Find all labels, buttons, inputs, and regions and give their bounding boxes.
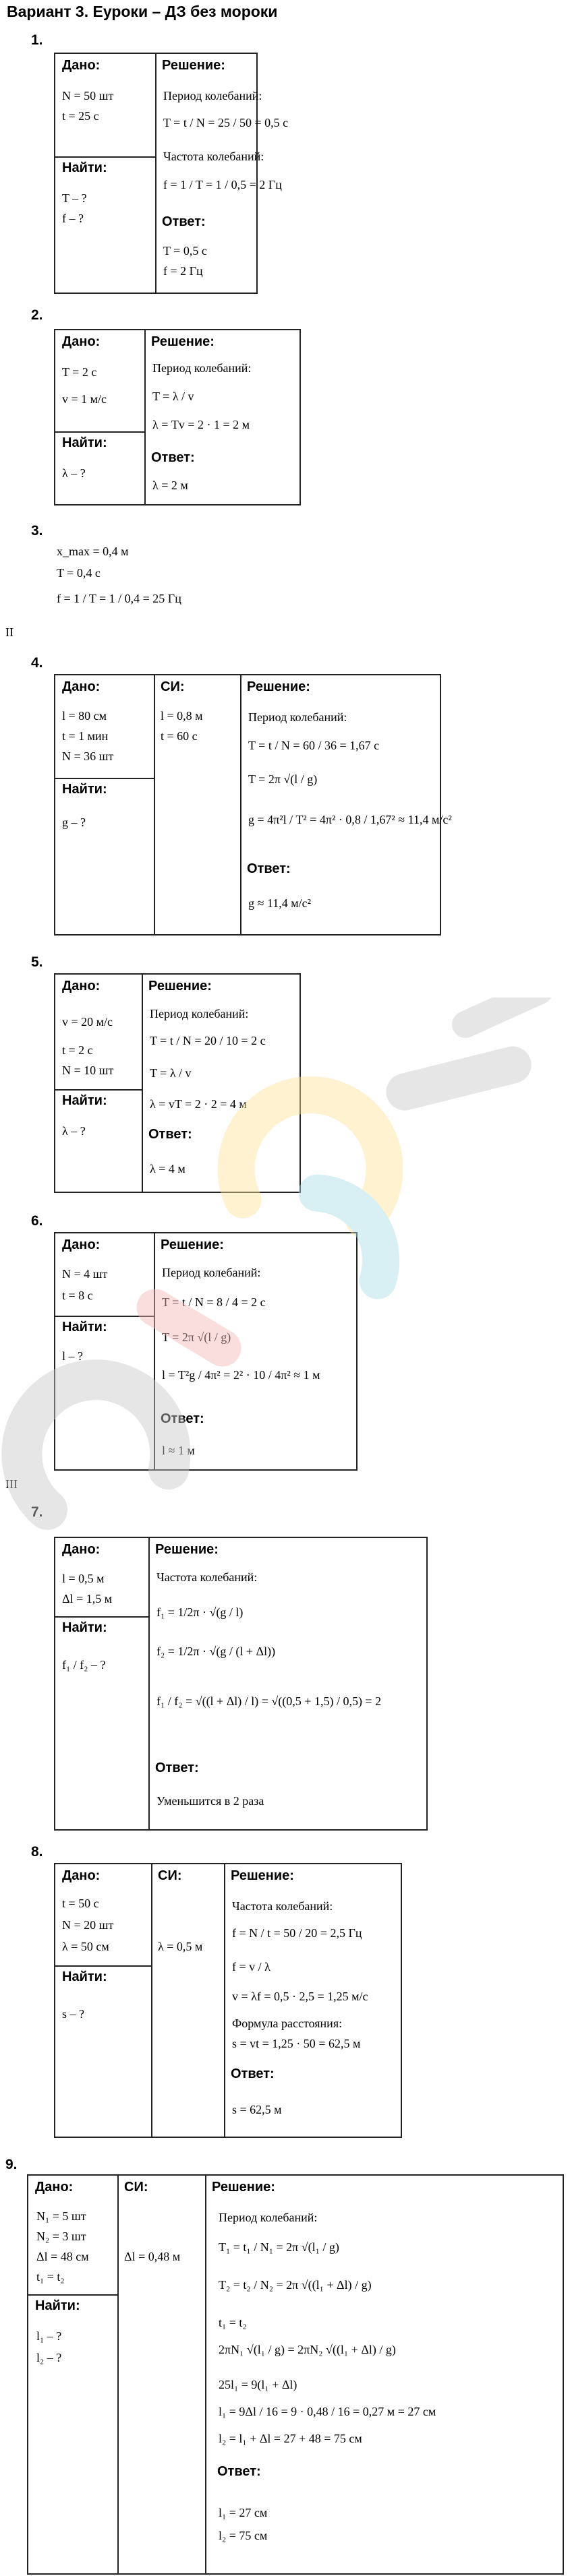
problem-4-table bbox=[54, 674, 452, 936]
find-heading: Найти: bbox=[62, 1620, 107, 1635]
problem-8-number: 8. bbox=[31, 1844, 43, 1860]
solution-heading: Решение: bbox=[161, 1237, 224, 1252]
solution-heading: Решение: bbox=[151, 334, 215, 349]
problem-5-number: 5. bbox=[31, 954, 43, 970]
unknown-value: λ – ? bbox=[62, 466, 86, 480]
solution-line: T = t / N = 8 / 4 = 2 с bbox=[162, 1295, 266, 1309]
solution-line: f₁ = 1/2π · √(g / l) bbox=[156, 1605, 244, 1619]
answer-heading: Ответ: bbox=[247, 861, 291, 876]
problem-5-table bbox=[54, 973, 301, 1193]
solution-heading: Решение: bbox=[231, 1868, 294, 1883]
problem-7-table bbox=[54, 1537, 428, 1831]
solution-line: Формула расстояния: bbox=[232, 2017, 343, 2030]
answer-line: s = 62,5 м bbox=[232, 2103, 282, 2116]
solution-line: T = 2π √(l / g) bbox=[162, 1330, 231, 1344]
solution-line: T = t / N = 20 / 10 = 2 с bbox=[150, 1034, 266, 1047]
solution-line: Частота колебаний: bbox=[163, 150, 264, 163]
problem-1-number: 1. bbox=[31, 32, 43, 48]
dano-heading: Дано: bbox=[62, 334, 101, 349]
find-heading: Найти: bbox=[62, 160, 107, 175]
answer-heading: Ответ: bbox=[217, 2464, 261, 2479]
dano-heading: Дано: bbox=[62, 679, 101, 694]
solution-line: T = λ / v bbox=[150, 1066, 192, 1080]
given-value: λ = 50 см bbox=[62, 1940, 109, 1953]
solution-heading: Решение: bbox=[247, 679, 310, 694]
solution-line: s = vt = 1,25 · 50 = 62,5 м bbox=[232, 2037, 361, 2050]
answer-line: g ≈ 11,4 м/с² bbox=[248, 896, 311, 910]
problem-3-line: T = 0,4 с bbox=[57, 566, 101, 580]
solution-line: 25l₁ = 9(l₁ + Δl) bbox=[219, 2378, 297, 2391]
unknown-value: l₂ – ? bbox=[36, 2351, 62, 2364]
si-value: t = 60 с bbox=[161, 729, 198, 743]
unknown-value: l₁ – ? bbox=[36, 2329, 62, 2343]
answer-line: Уменьшится в 2 раза bbox=[156, 1794, 264, 1808]
answer-heading: Ответ: bbox=[161, 1411, 204, 1426]
solution-line: l₂ = l₁ + Δl = 27 + 48 = 75 см bbox=[219, 2432, 362, 2445]
solution-line: T = t / N = 25 / 50 = 0,5 с bbox=[163, 116, 289, 129]
problem-9-table bbox=[27, 2174, 564, 2575]
si-value: l = 0,8 м bbox=[161, 709, 203, 723]
find-heading: Найти: bbox=[62, 1320, 107, 1335]
solution-line: l = T²g / 4π² = 2² · 10 / 4π² ≈ 1 м bbox=[162, 1368, 320, 1382]
solution-line: f = v / λ bbox=[232, 1960, 270, 1973]
solution-heading: Решение: bbox=[155, 1542, 219, 1557]
solution-heading: Решение: bbox=[148, 979, 212, 993]
solution-heading: Решение: bbox=[162, 58, 225, 73]
given-value: Δl = 48 см bbox=[36, 2250, 89, 2263]
given-value: N = 20 шт bbox=[62, 1918, 114, 1932]
dano-heading: Дано: bbox=[62, 1542, 101, 1557]
solution-line: λ = vT = 2 · 2 = 4 м bbox=[150, 1097, 247, 1111]
solution-line: f = N / t = 50 / 20 = 2,5 Гц bbox=[232, 1926, 362, 1940]
problem-6-number: 6. bbox=[31, 1213, 43, 1229]
given-value: N = 10 шт bbox=[62, 1064, 114, 1077]
problem-1-table bbox=[54, 53, 289, 294]
problem-7-number: 7. bbox=[31, 1504, 43, 1520]
problem-3-number: 3. bbox=[31, 523, 43, 539]
given-value: N = 4 шт bbox=[62, 1267, 108, 1281]
dano-heading: Дано: bbox=[62, 1237, 101, 1252]
page-title: Вариант 3. Еуроки – ДЗ без мороки bbox=[7, 3, 278, 20]
dano-heading: Дано: bbox=[62, 58, 101, 73]
problem-9-number: 9. bbox=[5, 2157, 18, 2172]
solution-line: T₂ = t₂ / N₂ = 2π √((l₁ + Δl) / g) bbox=[219, 2278, 372, 2292]
problem-3-line: f = 1 / T = 1 / 0,4 = 25 Гц bbox=[57, 592, 181, 605]
given-value: t = 8 с bbox=[62, 1289, 93, 1302]
solution-line: T = λ / v bbox=[152, 390, 194, 403]
problem-4-number: 4. bbox=[31, 655, 43, 671]
unknown-value: g – ? bbox=[62, 816, 86, 829]
solution-line: f₂ = 1/2π · √(g / (l + Δl)) bbox=[156, 1645, 276, 1658]
unknown-value: f₁ / f₂ – ? bbox=[62, 1658, 106, 1672]
solution-line: Частота колебаний: bbox=[156, 1570, 258, 1584]
si-heading: СИ: bbox=[158, 1868, 182, 1883]
problem-8-table bbox=[54, 1863, 402, 2138]
answer-line: l ≈ 1 м bbox=[162, 1444, 195, 1457]
problem-6-table bbox=[54, 1232, 358, 1471]
unknown-value: f – ? bbox=[62, 212, 84, 225]
solution-line: Период колебаний: bbox=[152, 361, 252, 375]
answer-heading: Ответ: bbox=[148, 1127, 192, 1142]
solution-line: λ = Tv = 2 · 1 = 2 м bbox=[152, 418, 250, 431]
solution-line: Период колебаний: bbox=[163, 89, 262, 102]
solution-line: Период колебаний: bbox=[219, 2211, 318, 2224]
unknown-value: λ – ? bbox=[62, 1124, 86, 1138]
given-value: v = 20 м/с bbox=[62, 1015, 113, 1029]
given-value: N₂ = 3 шт bbox=[36, 2230, 86, 2243]
find-heading: Найти: bbox=[62, 782, 107, 797]
solution-line: f₁ / f₂ = √((l + Δl) / l) = √((0,5 + 1,5) / 0,5) = 2 bbox=[156, 1694, 382, 1708]
answer-line: l₁ = 27 см bbox=[219, 2506, 268, 2519]
unknown-value: l – ? bbox=[62, 1349, 83, 1363]
solution-heading: Решение: bbox=[212, 2180, 275, 2195]
answer-heading: Ответ: bbox=[231, 2066, 275, 2081]
section-marker: II bbox=[5, 625, 13, 639]
answer-heading: Ответ: bbox=[162, 214, 206, 229]
given-value: N = 50 шт bbox=[62, 89, 114, 102]
dano-heading: Дано: bbox=[62, 1868, 101, 1883]
find-heading: Найти: bbox=[62, 435, 107, 450]
solution-line: f = 1 / T = 1 / 0,5 = 2 Гц bbox=[163, 178, 282, 191]
given-value: Δl = 1,5 м bbox=[62, 1592, 113, 1605]
si-heading: СИ: bbox=[161, 679, 185, 694]
answer-heading: Ответ: bbox=[155, 1760, 199, 1775]
solution-line: l₁ = 9Δl / 16 = 9 · 0,48 / 16 = 0,27 м = 27 см bbox=[219, 2405, 436, 2418]
solution-line: g = 4π²l / T² = 4π² · 0,8 / 1,67² ≈ 11,4 м/с² bbox=[248, 813, 452, 826]
given-value: l = 0,5 м bbox=[62, 1572, 105, 1585]
dano-heading: Дано: bbox=[35, 2180, 74, 2195]
unknown-value: s – ? bbox=[62, 2007, 84, 2021]
unknown-value: T – ? bbox=[62, 191, 87, 205]
solution-line: Период колебаний: bbox=[248, 710, 347, 724]
find-heading: Найти: bbox=[62, 1093, 107, 1108]
section-marker: III bbox=[5, 1477, 18, 1491]
problem-2-number: 2. bbox=[31, 307, 43, 323]
solution-line: 2πN₁ √(l₁ / g) = 2πN₂ √((l₁ + Δl) / g) bbox=[219, 2343, 396, 2356]
solution-line: Период колебаний: bbox=[162, 1266, 261, 1279]
si-heading: СИ: bbox=[124, 2180, 148, 2195]
solution-line: T = 2π √(l / g) bbox=[248, 772, 318, 786]
solution-line: T₁ = t₁ / N₁ = 2π √(l₁ / g) bbox=[219, 2240, 339, 2254]
given-value: N = 36 шт bbox=[62, 749, 114, 763]
problem-3-line: x_max = 0,4 м bbox=[57, 545, 129, 558]
find-heading: Найти: bbox=[35, 2298, 80, 2313]
given-value: T = 2 с bbox=[62, 365, 97, 379]
solution-line: t₁ = t₂ bbox=[219, 2316, 247, 2329]
solution-line: v = λf = 0,5 · 2,5 = 1,25 м/с bbox=[232, 1990, 368, 2003]
answer-line: T = 0,5 с bbox=[163, 244, 207, 257]
si-value: Δl = 0,48 м bbox=[124, 2250, 181, 2263]
dano-heading: Дано: bbox=[62, 979, 101, 993]
given-value: t₁ = t₂ bbox=[36, 2270, 65, 2283]
answer-line: λ = 4 м bbox=[150, 1162, 186, 1175]
given-value: v = 1 м/с bbox=[62, 392, 107, 406]
answer-line: l₂ = 75 см bbox=[219, 2529, 268, 2542]
solution-line: T = t / N = 60 / 36 = 1,67 с bbox=[248, 739, 380, 752]
given-value: t = 50 с bbox=[62, 1897, 99, 1910]
solution-line: Период колебаний: bbox=[150, 1007, 249, 1020]
given-value: N₁ = 5 шт bbox=[36, 2209, 86, 2223]
find-heading: Найти: bbox=[62, 1969, 107, 1984]
answer-line: λ = 2 м bbox=[152, 479, 188, 492]
answer-heading: Ответ: bbox=[151, 450, 195, 465]
given-value: t = 1 мин bbox=[62, 729, 109, 743]
given-value: l = 80 см bbox=[62, 709, 107, 723]
given-value: t = 25 с bbox=[62, 109, 99, 123]
given-value: t = 2 с bbox=[62, 1043, 93, 1057]
solution-line: Частота колебаний: bbox=[232, 1899, 333, 1913]
problem-2-table bbox=[54, 329, 301, 505]
answer-line: f = 2 Гц bbox=[163, 264, 203, 278]
si-value: λ = 0,5 м bbox=[158, 1940, 203, 1953]
